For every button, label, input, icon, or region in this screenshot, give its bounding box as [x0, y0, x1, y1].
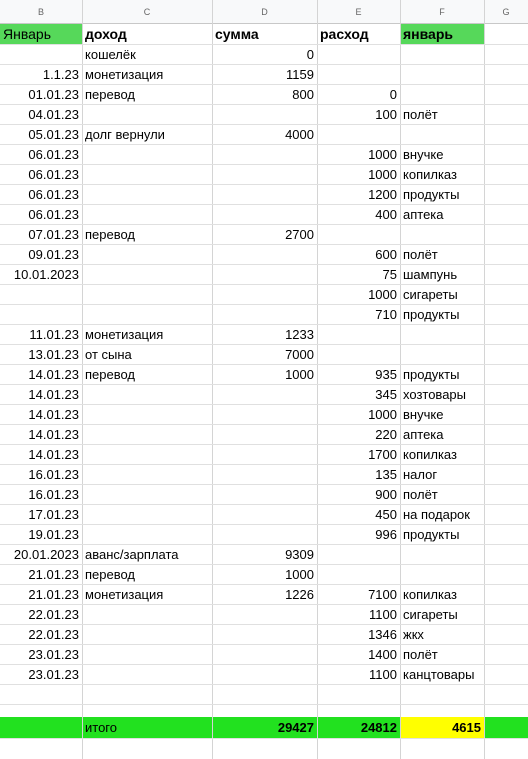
column-gridline [484, 0, 485, 759]
cell-d[interactable] [212, 305, 317, 325]
cell-c[interactable] [82, 425, 212, 445]
cell-e[interactable]: 1000 [368, 147, 397, 162]
header-income[interactable]: доход [85, 26, 127, 42]
cell-c[interactable] [82, 605, 212, 625]
cell-b[interactable] [0, 305, 82, 325]
cell-d[interactable]: 1159 [286, 67, 314, 82]
cell-e[interactable]: 0 [389, 87, 397, 102]
cell-b[interactable]: 01.01.23 [28, 87, 79, 102]
cell-e[interactable] [317, 45, 400, 65]
total-balance[interactable]: 4615 [452, 720, 481, 735]
cell-e[interactable]: 7100 [368, 587, 397, 602]
cell-c[interactable]: перевод [85, 367, 136, 382]
cell-c[interactable] [82, 185, 212, 205]
cell-b[interactable]: 06.01.23 [28, 147, 79, 162]
cell-f[interactable]: полёт [403, 247, 438, 262]
cell-f[interactable] [400, 125, 484, 145]
cell-e[interactable] [317, 345, 400, 365]
cell-c[interactable] [82, 165, 212, 185]
cell-d[interactable]: 1000 [285, 367, 314, 382]
cell-e[interactable]: 345 [375, 387, 397, 402]
cell-b[interactable]: 04.01.23 [28, 107, 79, 122]
cell-f[interactable] [400, 685, 484, 705]
cell-b[interactable] [0, 685, 82, 705]
cell-c[interactable] [82, 505, 212, 525]
cell-f[interactable]: продукты [403, 307, 460, 322]
cell-e[interactable]: 1000 [368, 287, 397, 302]
cell-d[interactable]: 2700 [285, 227, 314, 242]
cell-c[interactable] [82, 625, 212, 645]
cell-b[interactable]: 06.01.23 [28, 167, 79, 182]
cell-e[interactable]: 75 [382, 267, 397, 282]
cell-b[interactable]: 19.01.23 [28, 527, 79, 542]
cell-f[interactable]: продукты [403, 527, 460, 542]
cell-f[interactable]: копилказ [403, 447, 457, 462]
cell-e[interactable]: 450 [375, 507, 397, 522]
cell-d[interactable]: 1233 [285, 327, 314, 342]
cell-d[interactable] [212, 185, 317, 205]
total-label[interactable]: итого [85, 720, 117, 735]
column-header-e[interactable]: E [317, 0, 400, 24]
row-gridline [0, 738, 528, 739]
cell-c[interactable]: аванс/зарплата [85, 547, 179, 562]
cell-b[interactable]: 13.01.23 [28, 347, 79, 362]
cell-d[interactable]: 1226 [285, 587, 314, 602]
cell-e[interactable]: 996 [375, 527, 397, 542]
cell-e[interactable]: 1700 [368, 447, 397, 462]
header-amount[interactable]: сумма [215, 26, 259, 42]
cell-c[interactable]: перевод [85, 567, 136, 582]
cell-c[interactable] [82, 145, 212, 165]
cell-e[interactable]: 600 [375, 247, 397, 262]
cell-b[interactable]: 05.01.23 [28, 127, 79, 142]
cell-f[interactable]: полёт [403, 647, 438, 662]
cell-b[interactable]: 23.01.23 [28, 647, 79, 662]
cell-d[interactable] [212, 625, 317, 645]
cell-e[interactable]: 935 [375, 367, 397, 382]
cell-f[interactable]: аптека [403, 207, 444, 222]
cell-f[interactable]: полёт [403, 487, 438, 502]
cell-f[interactable]: аптека [403, 427, 444, 442]
cell-f[interactable]: сигареты [403, 287, 458, 302]
cell-f[interactable] [400, 345, 484, 365]
cell-d[interactable] [212, 645, 317, 665]
cell-f[interactable]: продукты [403, 187, 460, 202]
column-header-f[interactable]: F [400, 0, 484, 24]
cell-f[interactable]: хозтовары [403, 387, 467, 402]
cell-e[interactable]: 1000 [368, 407, 397, 422]
cell-b[interactable]: 16.01.23 [28, 487, 79, 502]
cell-b[interactable]: 14.01.23 [28, 367, 79, 382]
cell-f[interactable] [400, 85, 484, 105]
cell-d[interactable]: 800 [292, 87, 314, 102]
cell-d[interactable] [212, 205, 317, 225]
cell-d[interactable]: 4000 [285, 127, 314, 142]
cell-c[interactable] [82, 285, 212, 305]
cell-c[interactable] [82, 265, 212, 285]
cell-f[interactable]: жкх [403, 627, 424, 642]
cell-d[interactable]: 7000 [285, 347, 314, 362]
cell-b[interactable] [0, 45, 82, 65]
cell-b[interactable]: 1.1.23 [42, 67, 79, 82]
cell-c[interactable] [82, 445, 212, 465]
cell-e[interactable] [317, 685, 400, 705]
cell-d[interactable] [212, 105, 317, 125]
cell-b[interactable]: 22.01.23 [28, 607, 79, 622]
header-january-f[interactable]: январь [403, 26, 453, 42]
cell-f[interactable]: канцтовары [403, 667, 475, 682]
cell-c[interactable]: от сына [85, 347, 132, 362]
header-expense[interactable]: расход [320, 26, 369, 42]
cell-c[interactable]: перевод [85, 87, 136, 102]
cell-e[interactable] [317, 125, 400, 145]
cell-c[interactable]: монетизация [85, 327, 164, 342]
cell-d[interactable] [212, 285, 317, 305]
cell-e[interactable]: 1400 [368, 647, 397, 662]
cell-b[interactable]: 10.01.2023 [13, 267, 79, 282]
cell-b[interactable]: 17.01.23 [28, 507, 79, 522]
cell-b[interactable]: 21.01.23 [28, 567, 79, 582]
cell-f[interactable]: копилказ [403, 167, 457, 182]
cell-b[interactable]: 23.01.23 [28, 667, 79, 682]
cell-e[interactable]: 1000 [368, 167, 397, 182]
cell-b[interactable]: 11.01.23 [29, 327, 79, 342]
cell-f[interactable]: сигареты [403, 607, 458, 622]
cell-b[interactable]: 16.01.23 [28, 467, 79, 482]
cell-c[interactable] [82, 305, 212, 325]
cell-d[interactable]: 1000 [285, 567, 314, 582]
cell-d[interactable]: 9309 [285, 547, 314, 562]
cell-d[interactable] [212, 385, 317, 405]
header-january-b[interactable]: Январь [3, 26, 51, 42]
cell-e[interactable]: 400 [375, 207, 397, 222]
total-income[interactable]: 29427 [277, 720, 314, 735]
cell-c[interactable]: перевод [85, 227, 136, 242]
cell-d[interactable] [212, 665, 317, 685]
cell-f[interactable]: на подарок [403, 507, 470, 522]
cell-e[interactable]: 900 [375, 487, 397, 502]
cell-f[interactable]: внучке [403, 407, 444, 422]
cell-c[interactable] [82, 245, 212, 265]
cell-d[interactable] [212, 405, 317, 425]
cell-f[interactable]: шампунь [403, 267, 458, 282]
cell-b[interactable]: 21.01.23 [28, 587, 79, 602]
cell-f[interactable]: полёт [403, 107, 438, 122]
cell-e[interactable] [317, 545, 400, 565]
cell-d[interactable] [212, 245, 317, 265]
cell-c[interactable] [82, 525, 212, 545]
cell-f[interactable]: копилказ [403, 587, 457, 602]
column-header-d[interactable]: D [212, 0, 317, 24]
cell-f[interactable] [400, 325, 484, 345]
cell-d[interactable] [212, 505, 317, 525]
cell-f[interactable] [400, 45, 484, 65]
cell-c[interactable]: монетизация [85, 587, 164, 602]
cell-e[interactable]: 220 [375, 427, 397, 442]
cell-c[interactable]: монетизация [85, 67, 164, 82]
cell-e[interactable]: 1346 [368, 627, 397, 642]
cell-c[interactable] [82, 645, 212, 665]
cell-b[interactable]: 06.01.23 [28, 207, 79, 222]
cell-b[interactable]: 14.01.23 [28, 447, 79, 462]
cell-b[interactable] [0, 285, 82, 305]
cell-b[interactable]: 14.01.23 [28, 407, 79, 422]
cell-b[interactable]: 06.01.23 [28, 187, 79, 202]
cell-f[interactable] [400, 545, 484, 565]
cell-c[interactable]: долг вернули [85, 127, 165, 142]
cell-d[interactable] [212, 605, 317, 625]
cell-e[interactable] [317, 325, 400, 345]
cell-e[interactable] [317, 225, 400, 245]
cell-c[interactable] [82, 105, 212, 125]
cell-e[interactable]: 1200 [368, 187, 397, 202]
cell-f[interactable] [400, 65, 484, 85]
cell-e[interactable]: 100 [375, 107, 397, 122]
cell-c[interactable] [82, 385, 212, 405]
cell-d[interactable] [212, 265, 317, 285]
cell-d[interactable] [212, 425, 317, 445]
cell-c[interactable] [82, 685, 212, 705]
cell-c[interactable] [82, 205, 212, 225]
column-header-g[interactable]: G [484, 0, 528, 24]
cell-d[interactable]: 0 [306, 47, 314, 62]
cell-e[interactable]: 1100 [369, 667, 397, 682]
cell-e[interactable]: 1100 [369, 607, 397, 622]
column-header-b[interactable]: B [0, 0, 82, 24]
cell-b[interactable]: 09.01.23 [28, 247, 79, 262]
cell-d[interactable] [212, 145, 317, 165]
cell-f[interactable]: внучке [403, 147, 444, 162]
cell-d[interactable] [212, 685, 317, 705]
cell-b[interactable]: 14.01.23 [28, 427, 79, 442]
cell-d[interactable] [212, 465, 317, 485]
cell-b[interactable]: 07.01.23 [28, 227, 79, 242]
cell-c[interactable] [82, 485, 212, 505]
cell-f[interactable] [400, 225, 484, 245]
total-expense[interactable]: 24812 [360, 720, 397, 735]
cell-c[interactable]: кошелёк [85, 47, 136, 62]
cell-b[interactable]: 22.01.23 [28, 627, 79, 642]
cell-e[interactable] [317, 565, 400, 585]
cell-d[interactable] [212, 165, 317, 185]
cell-e[interactable]: 135 [375, 467, 397, 482]
cell-e[interactable] [317, 65, 400, 85]
cell-d[interactable] [212, 445, 317, 465]
column-header-c[interactable]: C [82, 0, 212, 24]
cell-e[interactable]: 710 [375, 307, 397, 322]
cell-f[interactable]: продукты [403, 367, 460, 382]
cell-d[interactable] [212, 485, 317, 505]
cell-b[interactable]: 14.01.23 [28, 387, 79, 402]
cell-c[interactable] [82, 465, 212, 485]
cell-f[interactable] [400, 565, 484, 585]
cell-b[interactable]: 20.01.2023 [13, 547, 79, 562]
cell-f[interactable]: налог [403, 467, 438, 482]
cell-c[interactable] [82, 405, 212, 425]
cell-c[interactable] [82, 665, 212, 685]
cell-d[interactable] [212, 525, 317, 545]
